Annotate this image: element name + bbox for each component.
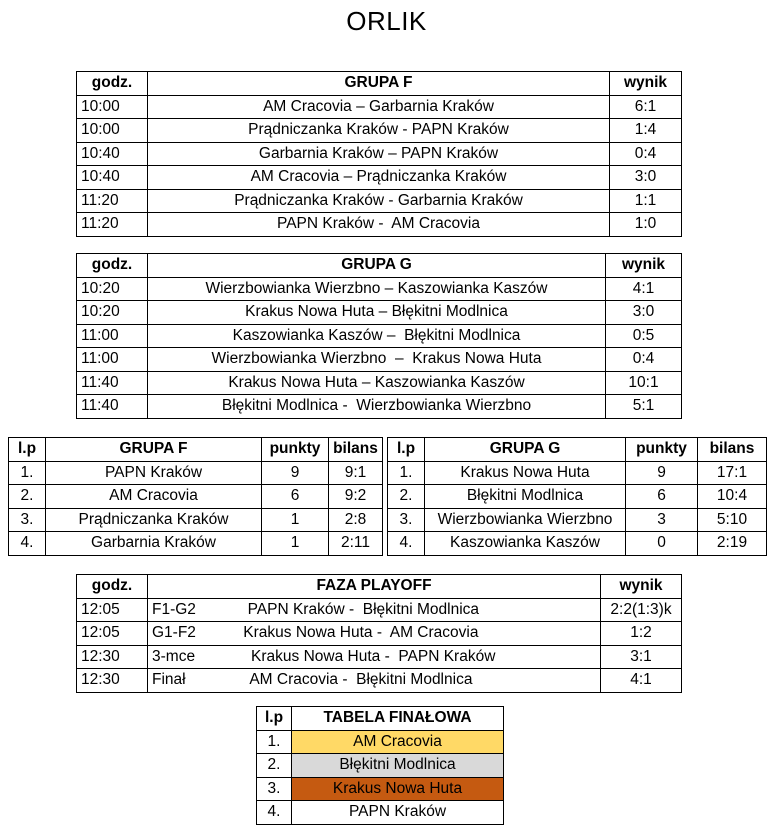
match-score: 1:4 (610, 119, 682, 143)
rank: 1. (257, 730, 292, 754)
match-teams: Kaszowianka Kaszów – Błękitni Modlnica (148, 324, 606, 348)
balance-header: bilans (329, 438, 383, 462)
points: 1 (262, 508, 329, 532)
rank-header: l.p (9, 438, 46, 462)
rank-header: l.p (388, 438, 425, 462)
match-score: 1:0 (610, 213, 682, 237)
rank: 4. (388, 532, 425, 556)
balance: 9:2 (329, 485, 383, 509)
rank: 3. (388, 508, 425, 532)
match-teams: AM Cracovia – Prądniczanka Kraków (148, 166, 610, 190)
team-name: AM Cracovia (46, 485, 262, 509)
table-row (77, 95, 682, 119)
table-row (77, 277, 682, 301)
balance: 10:4 (698, 485, 767, 509)
team-name: Krakus Nowa Huta (425, 461, 626, 485)
table-row (9, 485, 383, 509)
table-header-row (388, 438, 767, 462)
match-score: 3:0 (606, 301, 682, 325)
match-score: 0:4 (610, 142, 682, 166)
match-teams: Wierzbowianka Wierzbno – Kaszowianka Kaszów (148, 277, 606, 301)
table-row (77, 669, 682, 693)
match-teams: Garbarnia Kraków – PAPN Kraków (148, 142, 610, 166)
balance-header: bilans (698, 438, 767, 462)
rank: 1. (9, 461, 46, 485)
group-header: GRUPA G (425, 438, 626, 462)
match-time: 12:05 (77, 598, 148, 622)
points-header: punkty (626, 438, 698, 462)
match-time: 12:30 (77, 645, 148, 669)
table-header-row (9, 438, 383, 462)
table-row (257, 730, 504, 754)
time-header: godz. (77, 72, 148, 96)
rank: 3. (9, 508, 46, 532)
group-g-standings-table (387, 437, 767, 556)
page-title: ORLIK (346, 6, 427, 36)
table-row (9, 532, 383, 556)
table-row (9, 508, 383, 532)
table-row (388, 508, 767, 532)
match-score: 4:1 (606, 277, 682, 301)
rank: 2. (9, 485, 46, 509)
team-name: PAPN Kraków (292, 801, 504, 825)
match-teams: Krakus Nowa Huta – Kaszowianka Kaszów (148, 371, 606, 395)
match-teams: F1-G2 PAPN Kraków - Błękitni Modlnica (148, 598, 601, 622)
match-time: 11:00 (77, 324, 148, 348)
team-name-gold: AM Cracovia (292, 730, 504, 754)
match-time: 10:00 (77, 95, 148, 119)
time-header: godz. (77, 575, 148, 599)
time-header: godz. (77, 254, 148, 278)
score-header: wynik (606, 254, 682, 278)
match-score: 3:1 (601, 645, 682, 669)
rank: 1. (388, 461, 425, 485)
group-g-matches-table (76, 253, 682, 419)
match-score: 1:2 (601, 622, 682, 646)
match-teams: Finał AM Cracovia - Błękitni Modlnica (148, 669, 601, 693)
table-header-row (77, 72, 682, 96)
balance: 5:10 (698, 508, 767, 532)
table-row (9, 461, 383, 485)
table-row (77, 395, 682, 419)
team-name: Wierzbowianka Wierzbno (425, 508, 626, 532)
balance: 2:8 (329, 508, 383, 532)
table-row (77, 645, 682, 669)
table-row (77, 166, 682, 190)
group-f-standings-table (8, 437, 383, 556)
match-time: 11:20 (77, 189, 148, 213)
playoff-header: FAZA PLAYOFF (148, 575, 601, 599)
match-time: 11:20 (77, 213, 148, 237)
group-header: GRUPA G (148, 254, 606, 278)
table-row (77, 301, 682, 325)
points: 3 (626, 508, 698, 532)
rank-header: l.p (257, 707, 292, 731)
table-row (77, 371, 682, 395)
points: 6 (262, 485, 329, 509)
rank: 3. (257, 777, 292, 801)
table-header-row (257, 707, 504, 731)
points: 6 (626, 485, 698, 509)
table-row (257, 754, 504, 778)
points: 0 (626, 532, 698, 556)
score-header: wynik (610, 72, 682, 96)
match-teams: Prądniczanka Kraków - PAPN Kraków (148, 119, 610, 143)
table-row (77, 598, 682, 622)
points: 9 (626, 461, 698, 485)
match-score: 0:4 (606, 348, 682, 372)
match-time: 11:40 (77, 395, 148, 419)
final-table-header: TABELA FINAŁOWA (292, 707, 504, 731)
match-score: 0:5 (606, 324, 682, 348)
match-time: 12:05 (77, 622, 148, 646)
table-row (77, 348, 682, 372)
team-name: Błękitni Modlnica (425, 485, 626, 509)
match-teams: 3-mce Krakus Nowa Huta - PAPN Kraków (148, 645, 601, 669)
balance: 9:1 (329, 461, 383, 485)
match-score: 6:1 (610, 95, 682, 119)
table-header-row (77, 254, 682, 278)
group-header: GRUPA F (46, 438, 262, 462)
match-time: 10:20 (77, 277, 148, 301)
rank: 2. (388, 485, 425, 509)
match-teams: AM Cracovia – Garbarnia Kraków (148, 95, 610, 119)
table-row (257, 777, 504, 801)
points: 9 (262, 461, 329, 485)
match-time: 10:20 (77, 301, 148, 325)
match-teams: G1-F2 Krakus Nowa Huta - AM Cracovia (148, 622, 601, 646)
final-table (256, 706, 504, 825)
team-name-bronze: Krakus Nowa Huta (292, 777, 504, 801)
table-row (77, 324, 682, 348)
match-time: 10:40 (77, 142, 148, 166)
team-name: PAPN Kraków (46, 461, 262, 485)
group-header: GRUPA F (148, 72, 610, 96)
match-time: 11:40 (77, 371, 148, 395)
match-time: 11:00 (77, 348, 148, 372)
score-header: wynik (601, 575, 682, 599)
table-header-row (77, 575, 682, 599)
team-name-silver: Błękitni Modlnica (292, 754, 504, 778)
match-score: 3:0 (610, 166, 682, 190)
table-row (77, 142, 682, 166)
team-name: Garbarnia Kraków (46, 532, 262, 556)
balance: 2:19 (698, 532, 767, 556)
group-f-matches-table (76, 71, 682, 237)
match-score: 2:2(1:3)k (601, 598, 682, 622)
match-teams: Prądniczanka Kraków - Garbarnia Kraków (148, 189, 610, 213)
playoff-table (76, 574, 682, 693)
rank: 2. (257, 754, 292, 778)
table-row (388, 485, 767, 509)
table-row (388, 461, 767, 485)
rank: 4. (9, 532, 46, 556)
team-name: Kaszowianka Kaszów (425, 532, 626, 556)
match-time: 10:40 (77, 166, 148, 190)
match-time: 12:30 (77, 669, 148, 693)
balance: 17:1 (698, 461, 767, 485)
match-score: 1:1 (610, 189, 682, 213)
match-score: 10:1 (606, 371, 682, 395)
table-row (388, 532, 767, 556)
table-row (77, 213, 682, 237)
match-teams: Błękitni Modlnica - Wierzbowianka Wierzbno (148, 395, 606, 419)
points-header: punkty (262, 438, 329, 462)
table-row (257, 801, 504, 825)
points: 1 (262, 532, 329, 556)
table-row (77, 189, 682, 213)
match-time: 10:00 (77, 119, 148, 143)
match-teams: Wierzbowianka Wierzbno – Krakus Nowa Huta (148, 348, 606, 372)
match-score: 5:1 (606, 395, 682, 419)
match-teams: PAPN Kraków - AM Cracovia (148, 213, 610, 237)
table-row (77, 622, 682, 646)
team-name: Prądniczanka Kraków (46, 508, 262, 532)
match-teams: Krakus Nowa Huta – Błękitni Modlnica (148, 301, 606, 325)
table-row (77, 119, 682, 143)
balance: 2:11 (329, 532, 383, 556)
rank: 4. (257, 801, 292, 825)
match-score: 4:1 (601, 669, 682, 693)
